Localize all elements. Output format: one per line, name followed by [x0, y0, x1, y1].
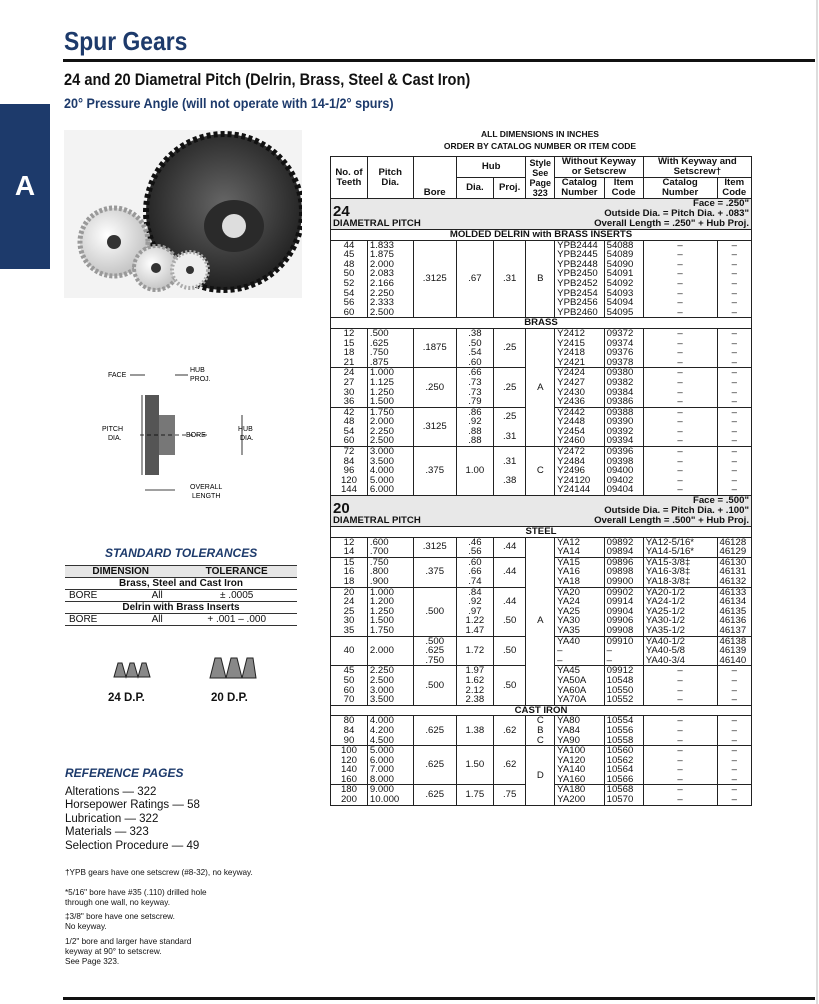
diagram-face-label: FACE [108, 372, 127, 379]
k-catalog-cell: – – – – [643, 746, 717, 785]
col-style: Style See Page 323 [526, 157, 555, 199]
proj-cell: .25 [493, 368, 526, 407]
k-item-cell: – – – – – – – – [717, 240, 751, 318]
teeth-cell: 40 [331, 636, 368, 666]
tol-cell: BORE [69, 614, 98, 625]
catalog-cell: YA100 YA120 YA140 YA160 [555, 746, 604, 785]
style-cell: A [526, 537, 555, 705]
bore-cell: .3125 [413, 240, 456, 318]
tolerance-table [65, 565, 297, 626]
col-with-keyway: With Keyway and Setscrew† [643, 157, 751, 178]
item-cell: 09910 – – [604, 636, 643, 666]
item-cell: 09388 09390 09392 09394 [604, 407, 643, 446]
k-item-cell: – – – – [717, 407, 751, 446]
k-catalog-cell: – – – – [643, 368, 717, 407]
k-catalog-cell: – – – – – – – – [643, 240, 717, 318]
footnote: keyway at 90° to setscrew. [65, 947, 162, 956]
teeth-cell: 45 50 60 70 [331, 666, 368, 705]
teeth-cell: 80 84 90 [331, 716, 368, 746]
proj-cell: .25 .31 [493, 407, 526, 446]
item-cell: 09896 09898 09900 [604, 557, 643, 587]
teeth-cell: 72 84 96 120 144 [331, 447, 368, 496]
teeth-cell: 44 45 48 50 52 54 56 60 [331, 240, 368, 318]
hubdia-cell: 1.72 [456, 636, 493, 666]
pitch-cell: 5.000 6.000 7.000 8.000 [367, 746, 413, 785]
catalog-cell: YA45 YA50A YA60A YA70A [555, 666, 604, 705]
teeth-cell: 180 200 [331, 785, 368, 805]
bore-cell: .500 [413, 587, 456, 636]
dp20-note-3: Overall Length = .500" + Hub Proj. [594, 515, 749, 527]
dp20-num: 20 [333, 500, 350, 518]
bore-cell: .3125 [413, 407, 456, 446]
tol-cell: BORE [69, 590, 98, 601]
dp24-label: DIAMETRAL PITCH [333, 218, 421, 230]
k-item-cell: – – – – [717, 666, 751, 705]
catalog-cell: YA20 YA24 YA25 YA30 YA35 [555, 587, 604, 636]
k-catalog-cell: – – – – [643, 328, 717, 367]
k-catalog-cell: – – – – [643, 407, 717, 446]
col-bore: Bore [413, 157, 456, 199]
bore-cell: .500 [413, 666, 456, 705]
catalog-cell: Y2472 Y2484 Y2496 Y24120 Y24144 [555, 447, 604, 496]
reference-item[interactable]: Selection Procedure — 49 [65, 839, 200, 852]
page-edge [816, 0, 818, 1004]
catalog-cell: YPB2444 YPB2445 YPB2448 YPB2450 YPB2452 YPB2454 YPB2456 YPB2460 [555, 240, 604, 318]
tooth-label-24dp: 24 D.P. [108, 692, 145, 704]
bore-cell: .3125 [413, 537, 456, 557]
table-note-1: ALL DIMENSIONS IN INCHES [481, 129, 599, 139]
hubdia-cell: 1.38 [456, 716, 493, 746]
dp20-label: DIAMETRAL PITCH [333, 515, 421, 527]
catalog-cell: Y2412 Y2415 Y2418 Y2421 [555, 328, 604, 367]
diagram-bore-label: BORE [186, 432, 206, 439]
k-item-cell: 46133 46134 46135 46136 46137 [717, 587, 751, 636]
teeth-cell: 12 15 18 21 [331, 328, 368, 367]
k-catalog-cell: YA20-1/2 YA24-1/2 YA25-1/2 YA30-1/2 YA35-1/2 [643, 587, 717, 636]
teeth-cell: 24 27 30 36 [331, 368, 368, 407]
proj-cell: .62 [493, 746, 526, 785]
reference-item[interactable]: Horsepower Ratings — 58 [65, 799, 200, 812]
proj-cell: .31 .38 [493, 447, 526, 496]
page-title: Spur Gears [64, 26, 188, 56]
reference-item[interactable]: Materials — 323 [65, 826, 149, 839]
spur-gear-table [330, 156, 752, 806]
item-cell: 09372 09374 09376 09378 [604, 328, 643, 367]
bore-cell: .250 [413, 368, 456, 407]
page-subtitle: 24 and 20 Diametral Pitch (Delrin, Brass, Steel & Cast Iron) [64, 70, 471, 89]
item-cell: 09396 09398 09400 09402 09404 [604, 447, 643, 496]
hubdia-cell: .67 [456, 240, 493, 318]
catalog-cell: YA15 YA16 YA18 [555, 557, 604, 587]
k-item-cell: 46130 46131 46132 [717, 557, 751, 587]
hubdia-cell: 1.97 1.62 2.12 2.38 [456, 666, 493, 705]
reference-item[interactable]: Lubrication — 322 [65, 812, 159, 825]
pitch-cell: 2.000 [367, 636, 413, 666]
k-item-cell: 46138 46139 46140 [717, 636, 751, 666]
tol-col-tolerance: TOLERANCE [176, 566, 297, 578]
k-catalog-cell: YA12-5/16* YA14-5/16* [643, 537, 717, 557]
footnote: through one wall, no keyway. [65, 898, 170, 907]
k-item-cell: – – – – [717, 368, 751, 407]
col-item: Item Code [604, 178, 643, 199]
tol-cell: ± .0005 [220, 590, 254, 601]
hubdia-cell: .38 .50 .54 .60 [456, 328, 493, 367]
diagram-hub-proj-label-2: PROJ. [190, 376, 211, 383]
bore-cell: .625 [413, 716, 456, 746]
teeth-cell: 42 48 54 60 [331, 407, 368, 446]
k-catalog-cell: YA15-3/8‡ YA16-3/8‡ YA18-3/8‡ [643, 557, 717, 587]
dp20-header [331, 496, 457, 527]
proj-cell: .75 [493, 785, 526, 805]
bore-cell: .375 [413, 557, 456, 587]
hubdia-cell: .84 .92 .97 1.22 1.47 [456, 587, 493, 636]
diagram-overall-label-2: LENGTH [192, 493, 221, 500]
pitch-cell: 3.000 3.500 4.000 5.000 6.000 [367, 447, 413, 496]
tooth-profile-24dp-icon [112, 655, 152, 684]
section-steel: STEEL [331, 527, 752, 538]
k-catalog-cell: – – – [643, 716, 717, 746]
gear-dimension-diagram [100, 365, 300, 505]
catalog-cell: YA80 YA84 YA90 [555, 716, 604, 746]
dp24-notes [456, 199, 751, 230]
bore-cell: .1875 [413, 328, 456, 367]
style-cell: D [526, 746, 555, 806]
table-note [330, 128, 750, 152]
item-cell: 09380 09382 09384 09386 [604, 368, 643, 407]
bore-cell: .500 .625 .750 [413, 636, 456, 666]
teeth-cell: 15 16 18 [331, 557, 368, 587]
hubdia-cell: 1.50 [456, 746, 493, 785]
k-item-cell: – – – – [717, 328, 751, 367]
pitch-cell: 1.000 1.125 1.250 1.500 [367, 368, 413, 407]
section-delrin: MOLDED DELRIN with BRASS INSERTS [331, 230, 752, 241]
k-item-cell: – – – – [717, 746, 751, 785]
tol-cell: All [151, 590, 163, 601]
k-catalog-cell: YA40-1/2 YA40-5/8 YA40-3/4 [643, 636, 717, 666]
pitch-cell: 1.833 1.875 2.000 2.083 2.166 2.250 2.333 2.500 [367, 240, 413, 318]
item-cell: 10560 10562 10564 10566 [604, 746, 643, 785]
item-cell: 10568 10570 [604, 785, 643, 805]
k-item-cell: 46128 46129 [717, 537, 751, 557]
item-cell: 09902 09914 09904 09906 09908 [604, 587, 643, 636]
footnote: *5/16" bore have #35 (.110) drilled hole [65, 888, 207, 897]
teeth-cell: 20 24 25 30 35 [331, 587, 368, 636]
pitch-cell: 9.000 10.000 [367, 785, 413, 805]
k-item-cell: – – – [717, 716, 751, 746]
style-cell: C [526, 447, 555, 496]
footnote: ‡3/8" bore have one setscrew. [65, 912, 175, 921]
tol-col-dimension: DIMENSION [65, 566, 176, 578]
catalog-cell: Y2424 Y2427 Y2430 Y2436 [555, 368, 604, 407]
diagram-hub-proj-label-1: HUB [190, 367, 205, 374]
col-k-item: Item Code [717, 178, 751, 199]
diagram-hub-dia-label-1: HUB [238, 426, 253, 433]
hubdia-cell: .60 .66 .74 [456, 557, 493, 587]
product-photo [64, 130, 302, 298]
proj-cell: .31 [493, 240, 526, 318]
section-cast-iron: CAST IRON [331, 705, 752, 716]
catalog-cell: YA40 – – [555, 636, 604, 666]
teeth-cell: 12 14 [331, 537, 368, 557]
hubdia-cell: 1.00 [456, 447, 493, 496]
table-note-2: ORDER BY CATALOG NUMBER OR ITEM CODE [443, 141, 637, 151]
pressure-angle-note: 20° Pressure Angle (will not operate with 14-1/2° spurs) [64, 95, 394, 111]
pitch-cell: 1.750 2.000 2.250 2.500 [367, 407, 413, 446]
hubdia-cell: .46 .56 [456, 537, 493, 557]
k-catalog-cell: – – – – – [643, 447, 717, 496]
pitch-cell: 2.250 2.500 3.000 3.500 [367, 666, 413, 705]
section-tab-letter: A [14, 170, 36, 201]
footnote: No keyway. [65, 922, 107, 931]
dp24-header [331, 199, 457, 230]
style-cell: C B C [526, 716, 555, 746]
item-cell: 54088 54089 54090 54091 54092 54093 54094 54095 [604, 240, 643, 318]
col-hub-dia: Dia. [456, 178, 493, 199]
reference-item[interactable]: Alterations — 322 [65, 786, 157, 798]
dp24-note-1: Face = .250" [692, 198, 749, 209]
teeth-cell: 100 120 140 160 [331, 746, 368, 785]
tol-group-1: Brass, Steel and Cast Iron [65, 578, 297, 590]
catalog-cell: YA180 YA200 [555, 785, 604, 805]
tolerances-title: STANDARD TOLERANCES [105, 546, 258, 560]
col-without-keyway: Without Keyway or Setscrew [555, 157, 644, 178]
diagram-hub-dia-label-2: DIA. [240, 435, 254, 442]
tooth-profile-20dp-icon [208, 652, 258, 685]
dp24-note-2: Outside Dia. = Pitch Dia. + .083" [604, 208, 749, 219]
k-catalog-cell: – – – – [643, 666, 717, 705]
bottom-rule [63, 997, 815, 1000]
catalog-cell: YA12 YA14 [555, 537, 604, 557]
section-tab [0, 104, 50, 269]
footnote: 1/2" bore and larger have standard [65, 937, 192, 946]
k-item-cell: – – – – – [717, 447, 751, 496]
reference-list [65, 786, 200, 853]
col-teeth: No. of Teeth [331, 157, 368, 199]
reference-title: REFERENCE PAGES [65, 766, 184, 780]
hubdia-cell: .66 .73 .73 .79 [456, 368, 493, 407]
footnote: See Page 323. [65, 957, 120, 966]
footnote: †YPB gears have one setscrew (#8-32), no keyway. [65, 868, 253, 877]
bore-cell: .375 [413, 447, 456, 496]
tooth-label-20dp: 20 D.P. [211, 692, 248, 704]
proj-cell: .50 [493, 636, 526, 666]
col-pitch: Pitch Dia. [367, 157, 413, 199]
pitch-cell: .600 .700 [367, 537, 413, 557]
diagram-pitch-label-1: PITCH [102, 426, 123, 433]
proj-cell: .44 .50 [493, 587, 526, 636]
dp24-note-3: Overall Length = .250" + Hub Proj. [594, 218, 749, 229]
item-cell: 10554 10556 10558 [604, 716, 643, 746]
proj-cell: .25 [493, 328, 526, 367]
proj-cell: .44 [493, 537, 526, 557]
dp24-num: 24 [333, 203, 350, 221]
tol-cell: All [151, 614, 163, 625]
catalog-cell: Y2442 Y2448 Y2454 Y2460 [555, 407, 604, 446]
diagram-pitch-label-2: DIA. [108, 435, 122, 442]
hubdia-cell: 1.75 [456, 785, 493, 805]
k-item-cell: – – [717, 785, 751, 805]
col-hub: Hub [456, 157, 525, 178]
pitch-cell: .750 .800 .900 [367, 557, 413, 587]
item-cell: 09892 09894 [604, 537, 643, 557]
style-cell: A [526, 328, 555, 446]
diagram-overall-label-1: OVERALL [190, 484, 223, 491]
bore-cell: .625 [413, 746, 456, 785]
col-k-catalog: Catalog Number [643, 178, 717, 199]
item-cell: 09912 10548 10550 10552 [604, 666, 643, 705]
k-catalog-cell: – – [643, 785, 717, 805]
bore-cell: .625 [413, 785, 456, 805]
col-catalog: Catalog Number [555, 178, 604, 199]
proj-cell: .44 [493, 557, 526, 587]
proj-cell: .50 [493, 666, 526, 705]
pitch-cell: .500 .625 .750 .875 [367, 328, 413, 367]
style-cell: B [526, 240, 555, 318]
dp20-notes [456, 496, 751, 527]
dp20-note-2: Outside Dia. = Pitch Dia. + .100" [604, 505, 749, 517]
section-brass: BRASS [331, 318, 752, 329]
dp20-note-1: Face = .500" [692, 495, 749, 507]
col-hub-proj: Proj. [493, 178, 526, 199]
title-rule [63, 59, 815, 62]
tol-cell: + .001 – .000 [207, 614, 267, 625]
tol-group-2: Delrin with Brass Inserts [65, 602, 297, 614]
pitch-cell: 4.000 4.200 4.500 [367, 716, 413, 746]
hubdia-cell: .86 .92 .88 .88 [456, 407, 493, 446]
pitch-cell: 1.000 1.200 1.250 1.500 1.750 [367, 587, 413, 636]
proj-cell: .62 [493, 716, 526, 746]
